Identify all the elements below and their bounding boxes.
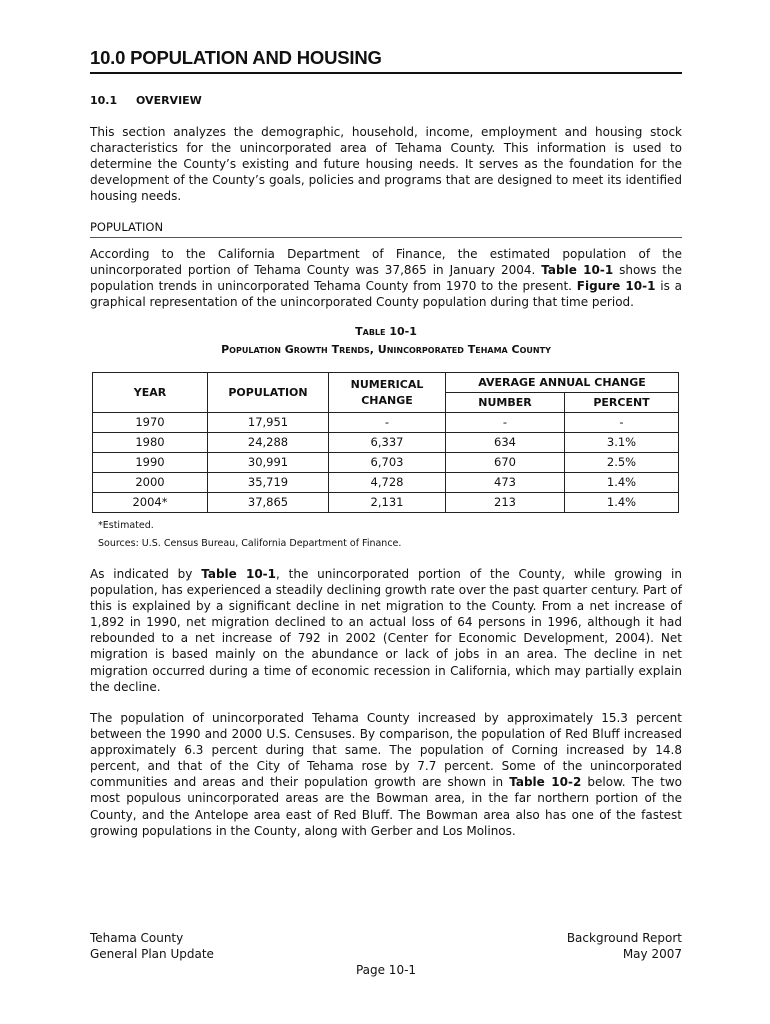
- chapter-heading: 10.0 POPULATION AND HOUSING: [90, 46, 682, 74]
- header-number: NUMBER: [446, 393, 565, 413]
- text-run: The population of unincorporated Tehama County increased by approximately 15.3 percent between the 1990 and 2000 U.S. Censuses. By comparison, the population of Red Bluff increased approximately 6.3 percent during that same. The population of Corning increased by 14.8 percent, and that of the City of Tehama rose by 7.7 percent. Some of the unincorporated communities and areas and their population growth are shown in: [90, 711, 682, 790]
- table-row: [93, 433, 679, 453]
- cell-percent: 1.4%: [565, 493, 679, 513]
- table-reference: Table 10-1: [541, 263, 614, 278]
- table-reference: Table 10-2: [509, 775, 582, 790]
- cell-number: 213: [446, 493, 565, 513]
- cell-change: 6,337: [329, 433, 446, 453]
- header-average-annual-change: AVERAGE ANNUAL CHANGE: [446, 373, 679, 393]
- table-note-estimated: *Estimated.: [98, 520, 154, 531]
- footer-left: [90, 930, 214, 962]
- cell-number: 670: [446, 453, 565, 473]
- cell-change: -: [329, 413, 446, 433]
- table-note-sources: Sources: U.S. Census Bureau, California Department of Finance.: [98, 538, 402, 549]
- document-page: [90, 0, 682, 1024]
- cell-year: 2000: [93, 473, 208, 493]
- cell-change: 2,131: [329, 493, 446, 513]
- section-number: 10.1: [90, 94, 118, 107]
- population-paragraph: [90, 246, 682, 310]
- table-label: Table 10-1: [355, 325, 417, 338]
- cell-percent: 2.5%: [565, 453, 679, 473]
- footer-plan: General Plan Update: [90, 947, 214, 961]
- header-numerical-line2: CHANGE: [361, 393, 413, 407]
- cell-population: 37,865: [208, 493, 329, 513]
- cell-change: 4,728: [329, 473, 446, 493]
- figure-reference: Figure 10-1: [576, 279, 656, 294]
- table-row: [93, 413, 679, 433]
- text-run: According to the California Department of Finance, the estimated population of the unincorporated portion of Tehama County was 37,865 in January 2004.: [90, 247, 682, 278]
- migration-paragraph: [90, 566, 682, 695]
- text-run: As indicated by: [90, 567, 202, 581]
- cell-year: 1970: [93, 413, 208, 433]
- header-percent: PERCENT: [565, 393, 679, 413]
- footer-report: Background Report: [566, 931, 682, 945]
- cell-number: 634: [446, 433, 565, 453]
- table-row: [93, 493, 679, 513]
- cell-number: 473: [446, 473, 565, 493]
- section-heading: [90, 94, 202, 107]
- text-run: , the unincorporated portion of the County, while growing in population, has experienced a steadily declining growth rate over the past quarter century. Part of this is explained by a significant decline in net migration to the County. From a net increase of 1,892 in 1990, net migration declined to an actual loss of 64 persons in 1996, although it had rebounded to a net increase of 792 in 2002 (Center for Economic Development, 2004). Net migration is based mainly on the abundance or lack of jobs in an area. The decline in net migration occurred during a time of economic recession in California, which may partially explain the decline.: [90, 567, 682, 694]
- cell-number: -: [446, 413, 565, 433]
- text-run: below. The two most populous unincorporated areas are the Bowman area, in the far northern portion of the County, and the Antelope area east of Red Bluff. The Bowman area also has one of the fastest growing populations in the County, along with Gerber and Los Molinos.: [90, 775, 682, 838]
- page-number: Page 10-1: [355, 963, 417, 977]
- cell-percent: -: [565, 413, 679, 433]
- footer-county: Tehama County: [90, 931, 184, 945]
- table-header-row: [93, 373, 679, 393]
- footer-right: [567, 930, 682, 962]
- header-numerical-line1: NUMERICAL: [350, 377, 424, 391]
- header-numerical-change: [329, 373, 446, 413]
- text-run: is a graphical representation of the unincorporated County population during that time period.: [90, 279, 682, 310]
- cell-percent: 1.4%: [565, 473, 679, 493]
- table-reference: Table 10-1: [201, 567, 276, 581]
- cell-year: 1990: [93, 453, 208, 473]
- cell-population: 24,288: [208, 433, 329, 453]
- footer-date: May 2007: [622, 947, 682, 961]
- overview-paragraph: This section analyzes the demographic, household, income, employment and housing stock characteristics for the unincorporated area of Tehama County. This information is used to determine the County’s existing and future housing needs. It serves as the foundation for the development of the County’s goals, policies and programs that are designed to meet its identified housing needs.: [90, 125, 682, 204]
- table-title: Population Growth Trends, Unincorporated Tehama County: [221, 343, 551, 356]
- cell-population: 35,719: [208, 473, 329, 493]
- cell-population: 17,951: [208, 413, 329, 433]
- cell-population: 30,991: [208, 453, 329, 473]
- section-title: OVERVIEW: [136, 94, 202, 107]
- text-run: shows the population trends in unincorporated Tehama County from 1970 to the present.: [90, 263, 682, 294]
- census-paragraph: [90, 710, 682, 839]
- population-subheading: POPULATION: [90, 219, 682, 238]
- table-row: [93, 473, 679, 493]
- cell-year: 2004*: [93, 493, 208, 513]
- header-population: POPULATION: [208, 373, 329, 413]
- cell-year: 1980: [93, 433, 208, 453]
- table-row: [93, 453, 679, 473]
- cell-percent: 3.1%: [565, 433, 679, 453]
- population-table: [92, 372, 679, 513]
- cell-change: 6,703: [329, 453, 446, 473]
- header-year: YEAR: [93, 373, 208, 413]
